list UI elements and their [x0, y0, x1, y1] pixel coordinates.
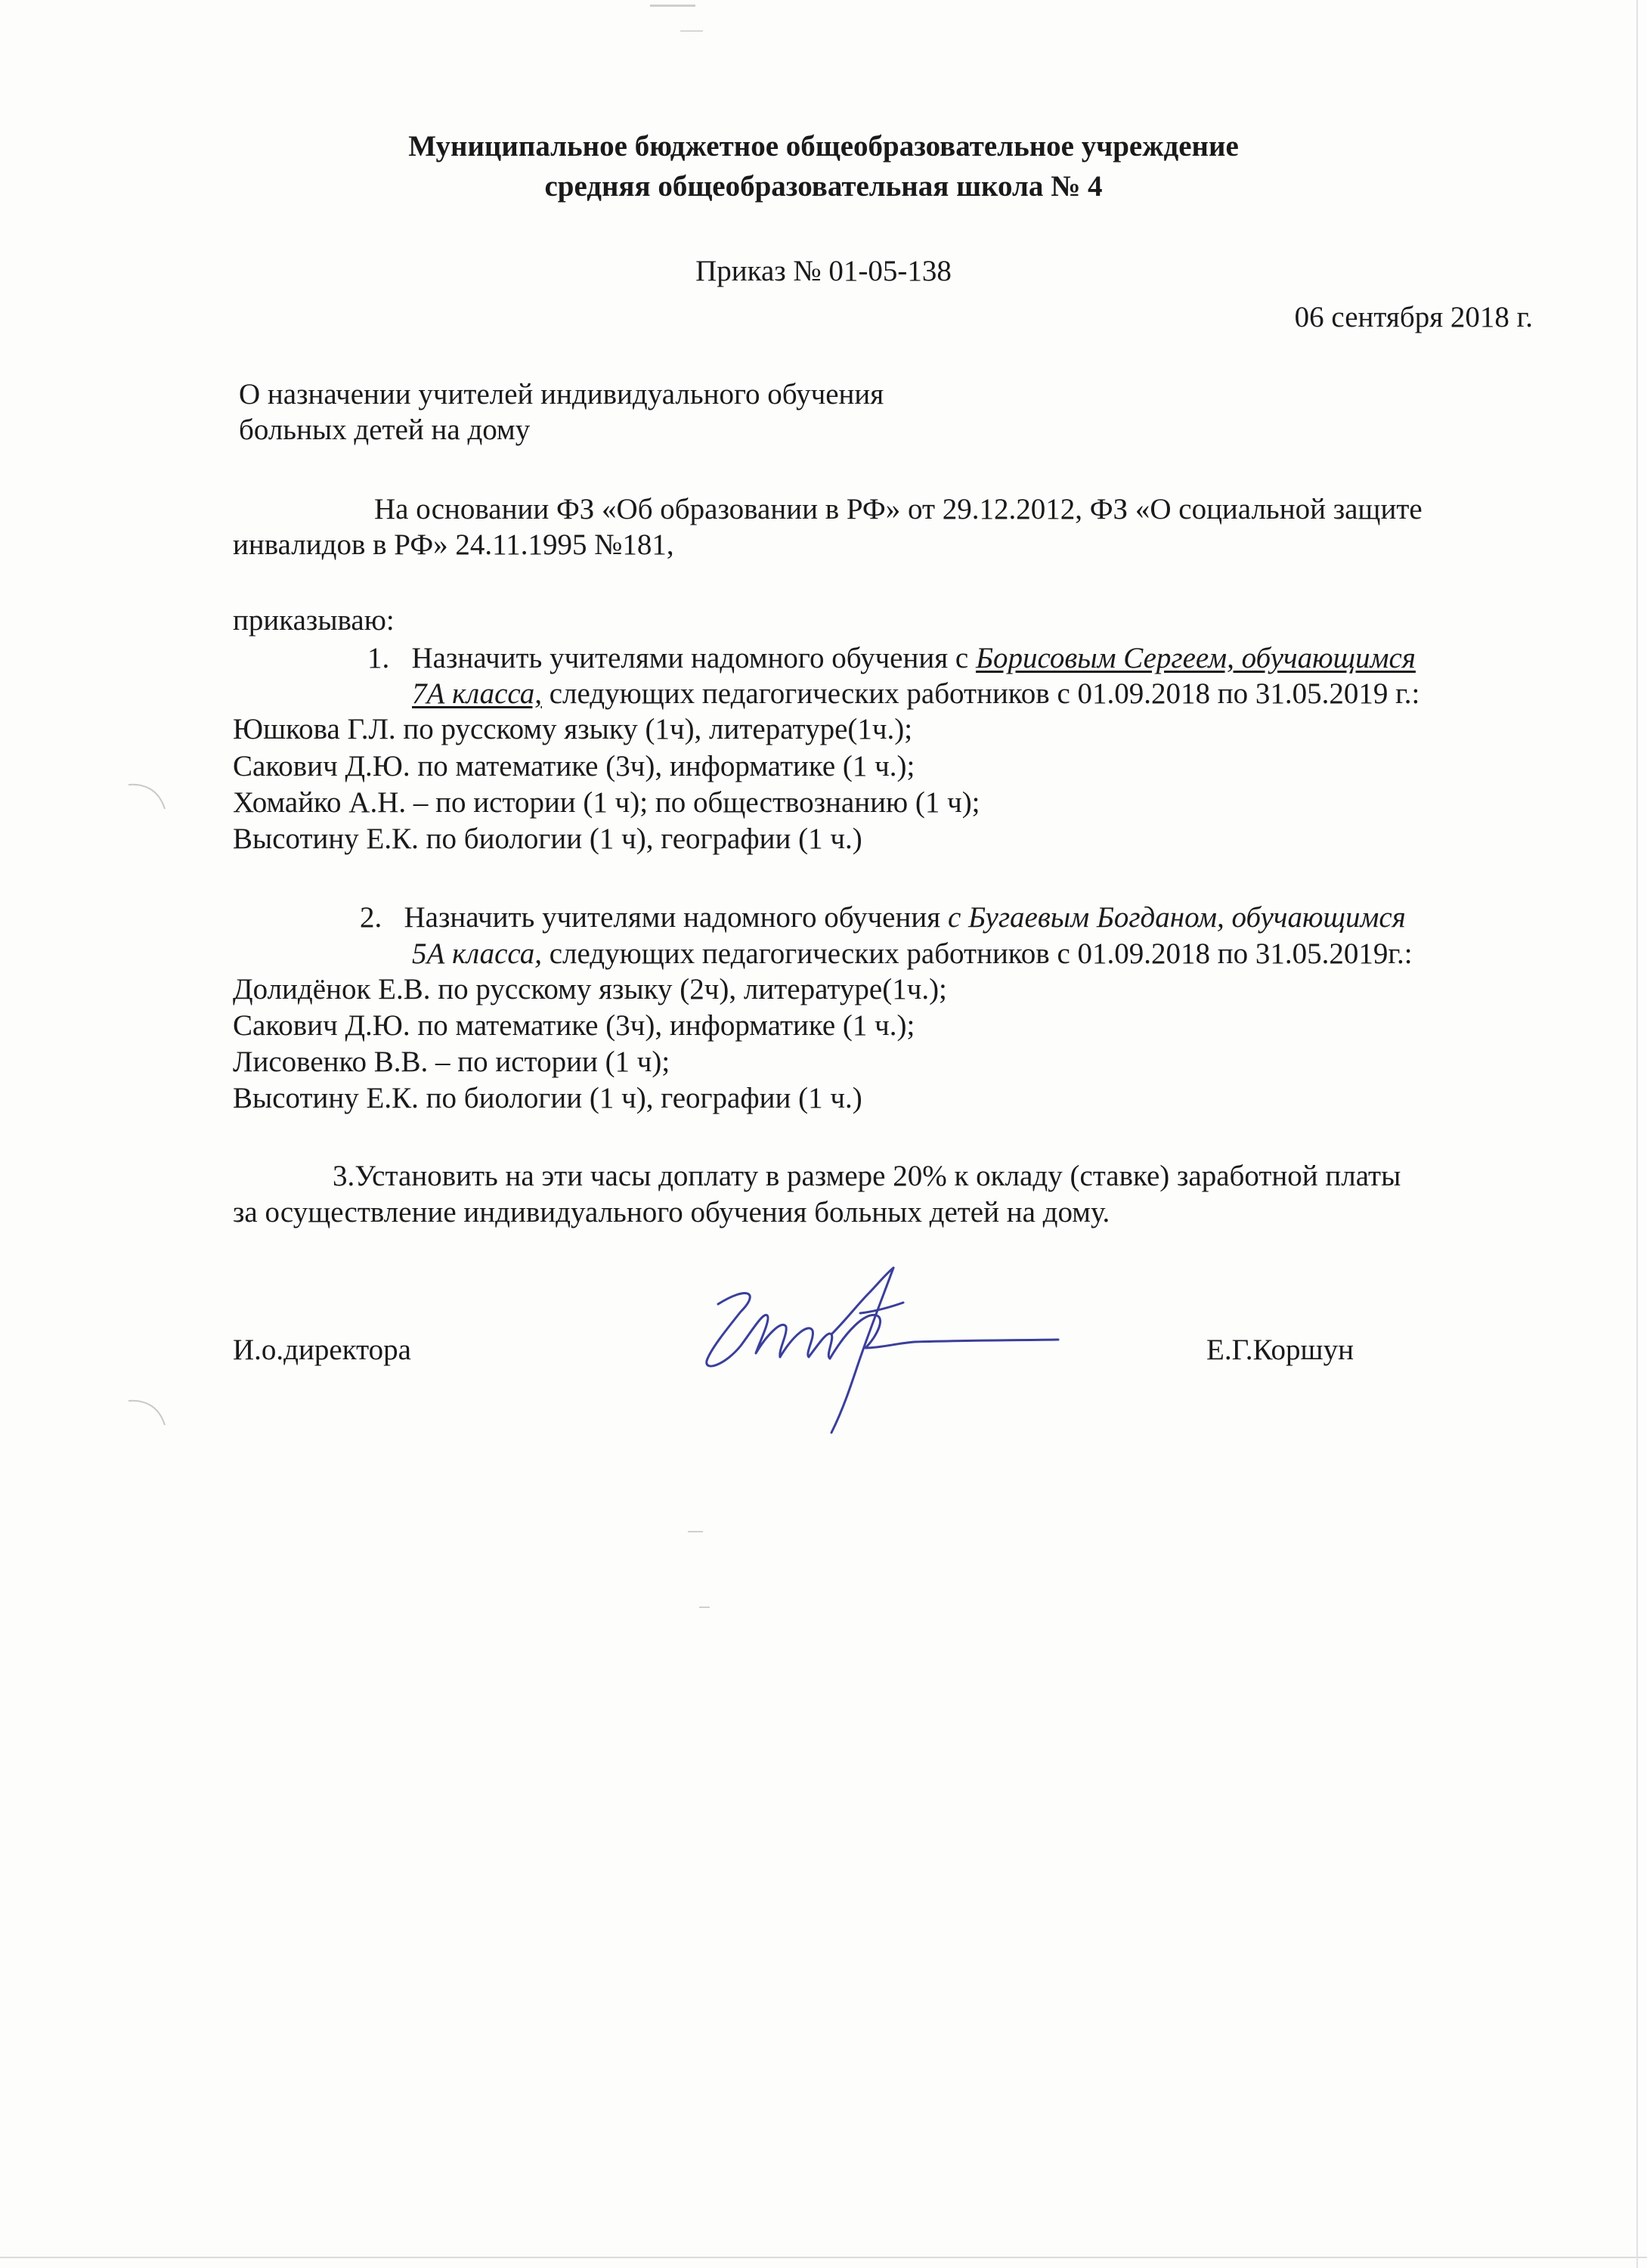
item2-text-a: Назначить учителями надомного обучения	[404, 901, 948, 934]
basis-line2: инвалидов в РФ» 24.11.1995 №181,	[233, 528, 674, 561]
subject-line1: О назначении учителей индивидуального обучения	[239, 378, 884, 411]
subject-line2: больных детей на дому	[239, 414, 531, 446]
item2-line2	[412, 936, 1413, 972]
item2-text-b: следующих педагогических работников с 01.09.2018 по 31.05.2019г.:	[541, 937, 1413, 970]
item1-text-a: Назначить учителями надомного обучения с	[411, 642, 976, 674]
item1-teacher: Хомайко А.Н. – по истории (1 ч); по обществознанию (1 ч);	[233, 786, 980, 819]
item2-teacher: Высотину Е.К. по биологии (1 ч), географии (1 ч.)	[233, 1082, 862, 1114]
item2-teacher: Лисовенко В.В. – по истории (1 ч);	[233, 1046, 670, 1078]
item1-teacher: Сакович Д.Ю. по математике (3ч), информатике (1 ч.);	[233, 750, 915, 782]
item2-number: 2.	[360, 901, 382, 934]
punch-hole-mark	[121, 1395, 174, 1440]
punch-hole-mark	[121, 779, 174, 824]
scan-artifact	[680, 30, 703, 32]
item3-line2: за осуществление индивидуального обучения больных детей на дому.	[233, 1196, 1110, 1228]
item1-teacher: Юшкова Г.Л. по русскому языку (1ч), литературе(1ч.);	[233, 713, 913, 745]
decree-word: приказываю:	[233, 604, 395, 637]
scan-artifact	[650, 5, 695, 7]
scan-edge	[0, 2257, 1647, 2258]
item2-student-a: с Бугаевым Богданом, обучающимся	[947, 901, 1406, 934]
signatory-title: И.о.директора	[233, 1334, 411, 1366]
item1-teacher: Высотину Е.К. по биологии (1 ч), географии (1 ч.)	[233, 823, 862, 855]
item3-line1: 3.Установить на эти часы доплату в размере 20% к окладу (ставке) заработной платы	[333, 1160, 1401, 1192]
item2-line1	[360, 900, 1406, 936]
scan-artifact	[699, 1606, 710, 1608]
item2-student-b: 5А класса,	[412, 937, 542, 970]
item1-number: 1.	[367, 642, 390, 674]
scan-artifact	[688, 1531, 703, 1532]
handwritten-signature	[695, 1259, 1073, 1455]
item1-student-a: Борисовым Сергеем, обучающимся	[975, 642, 1416, 674]
item1-line2	[412, 676, 1419, 712]
item1-student-b: 7А класса,	[412, 677, 542, 710]
scan-edge	[1636, 0, 1638, 2268]
order-number: Приказ № 01-05-138	[695, 255, 952, 287]
basis-line1: На основании ФЗ «Об образовании в РФ» от 29.12.2012, ФЗ «О социальной защите	[374, 493, 1423, 525]
order-date: 06 сентября 2018 г.	[1294, 301, 1533, 333]
item2-teacher: Сакович Д.Ю. по математике (3ч), информатике (1 ч.);	[233, 1009, 915, 1042]
item1-line1	[367, 640, 1416, 677]
item1-text-b: следующих педагогических работников с 01.09.2018 по 31.05.2019 г.:	[541, 677, 1420, 710]
item2-teacher: Долидёнок Е.В. по русскому языку (2ч), литературе(1ч.);	[233, 973, 947, 1005]
org-name-line1: Муниципальное бюджетное общеобразовательное учреждение	[408, 130, 1239, 163]
org-name-line2: средняя общеобразовательная школа № 4	[544, 170, 1103, 203]
signatory-name: Е.Г.Коршун	[1206, 1334, 1354, 1366]
